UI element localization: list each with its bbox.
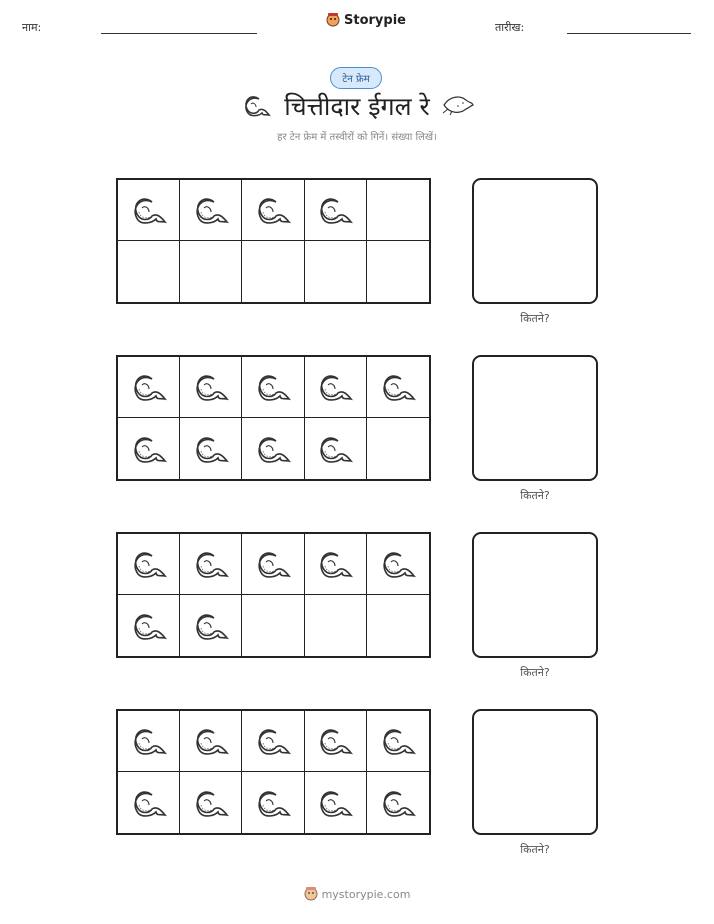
ten-frame-cell bbox=[367, 180, 429, 241]
name-line[interactable] bbox=[101, 33, 257, 34]
ten-frame-cell bbox=[367, 418, 429, 479]
eagle-ray-icon bbox=[130, 608, 168, 644]
ten-frame-cell bbox=[305, 595, 367, 656]
date-label: तारीख: bbox=[495, 21, 525, 34]
eagle-ray-icon bbox=[192, 546, 230, 582]
storypie-mascot-icon bbox=[326, 12, 340, 28]
answer-box-4[interactable] bbox=[472, 709, 598, 835]
eagle-ray-icon bbox=[192, 608, 230, 644]
ten-frame-cell bbox=[367, 357, 429, 418]
ten-frame-cell bbox=[118, 772, 180, 833]
ten-frame-4 bbox=[116, 709, 431, 835]
ten-frame-cell bbox=[367, 534, 429, 595]
eagle-ray-icon bbox=[192, 431, 230, 467]
eagle-ray-icon bbox=[379, 723, 417, 759]
eagle-ray-icon bbox=[130, 723, 168, 759]
eagle-ray-icon bbox=[316, 431, 354, 467]
eagle-ray-icon bbox=[254, 785, 292, 821]
ten-frame-cell bbox=[367, 595, 429, 656]
eagle-ray-icon bbox=[130, 192, 168, 228]
ten-frame-cell bbox=[242, 357, 304, 418]
ten-frame-cell bbox=[180, 534, 242, 595]
footer bbox=[0, 886, 714, 902]
ten-frame-cell bbox=[305, 772, 367, 833]
name-label: नाम: bbox=[22, 21, 42, 34]
ten-frame-cell bbox=[180, 772, 242, 833]
ten-frame-cell bbox=[118, 180, 180, 241]
eagle-ray-icon bbox=[192, 785, 230, 821]
ten-frame-cell bbox=[118, 534, 180, 595]
ten-frame-cell bbox=[305, 357, 367, 418]
ten-frame-cell bbox=[305, 418, 367, 479]
ten-frame-cell bbox=[180, 180, 242, 241]
eagle-ray-icon bbox=[192, 723, 230, 759]
eagle-ray-icon bbox=[130, 785, 168, 821]
eagle-ray-icon bbox=[316, 546, 354, 582]
eagle-ray-icon bbox=[192, 192, 230, 228]
eagle-ray-icon bbox=[254, 369, 292, 405]
ten-frame-cell bbox=[305, 241, 367, 302]
eagle-ray-icon bbox=[379, 546, 417, 582]
ten-frame-cell bbox=[180, 241, 242, 302]
eagle-ray-icon bbox=[130, 431, 168, 467]
eagle-ray-icon bbox=[254, 431, 292, 467]
ten-frame-cell bbox=[305, 711, 367, 772]
ten-frame-cell bbox=[242, 595, 304, 656]
eagle-ray-icon bbox=[316, 192, 354, 228]
eagle-ray-icon bbox=[254, 546, 292, 582]
ten-frame-cell bbox=[305, 534, 367, 595]
worksheet-tag: टेन फ्रेम bbox=[330, 67, 382, 89]
answer-box-3[interactable] bbox=[472, 532, 598, 658]
ten-frame-cell bbox=[305, 180, 367, 241]
ten-frame-cell bbox=[118, 711, 180, 772]
eagle-ray-icon bbox=[316, 785, 354, 821]
count-prompt-1: कितने? bbox=[520, 312, 550, 325]
ten-frame-cell bbox=[367, 772, 429, 833]
ten-frame-cell bbox=[242, 534, 304, 595]
ten-frame-cell bbox=[367, 711, 429, 772]
answer-box-2[interactable] bbox=[472, 355, 598, 481]
eagle-ray-icon bbox=[254, 192, 292, 228]
ten-frame-cell bbox=[118, 595, 180, 656]
date-line[interactable] bbox=[567, 33, 691, 34]
ten-frame-cell bbox=[180, 711, 242, 772]
eagle-ray-icon bbox=[379, 369, 417, 405]
count-prompt-4: कितने? bbox=[520, 843, 550, 856]
answer-box-1[interactable] bbox=[472, 178, 598, 304]
ten-frame-cell bbox=[242, 418, 304, 479]
eagle-ray-icon bbox=[192, 369, 230, 405]
ten-frame-cell bbox=[367, 241, 429, 302]
eagle-ray-title-icon-right bbox=[440, 94, 474, 116]
eagle-ray-icon bbox=[254, 723, 292, 759]
brand-logo bbox=[326, 12, 406, 28]
ten-frame-cell bbox=[242, 241, 304, 302]
eagle-ray-icon bbox=[130, 369, 168, 405]
ten-frame-cell bbox=[242, 711, 304, 772]
brand-name: Storypie bbox=[344, 12, 406, 28]
ten-frame-cell bbox=[118, 418, 180, 479]
ten-frame-cell bbox=[118, 241, 180, 302]
ten-frame-1 bbox=[116, 178, 431, 304]
footer-url[interactable]: mystorypie.com bbox=[321, 887, 411, 901]
instructions: हर टेन फ्रेम में तस्वीरों को गिनें। संख्या लिखें। bbox=[277, 132, 437, 143]
eagle-ray-icon bbox=[316, 723, 354, 759]
ten-frame-cell bbox=[118, 357, 180, 418]
ten-frame-cell bbox=[180, 357, 242, 418]
eagle-ray-icon bbox=[130, 546, 168, 582]
count-prompt-2: कितने? bbox=[520, 489, 550, 502]
ten-frame-3 bbox=[116, 532, 431, 658]
ten-frame-cell bbox=[180, 418, 242, 479]
page-title: चित्तीदार ईगल रे bbox=[284, 92, 430, 121]
ten-frame-cell bbox=[242, 180, 304, 241]
ten-frame-2 bbox=[116, 355, 431, 481]
eagle-ray-icon bbox=[379, 785, 417, 821]
eagle-ray-icon bbox=[316, 369, 354, 405]
storypie-mascot-icon bbox=[304, 886, 318, 902]
count-prompt-3: कितने? bbox=[520, 666, 550, 679]
ten-frame-cell bbox=[242, 772, 304, 833]
ten-frame-cell bbox=[180, 595, 242, 656]
